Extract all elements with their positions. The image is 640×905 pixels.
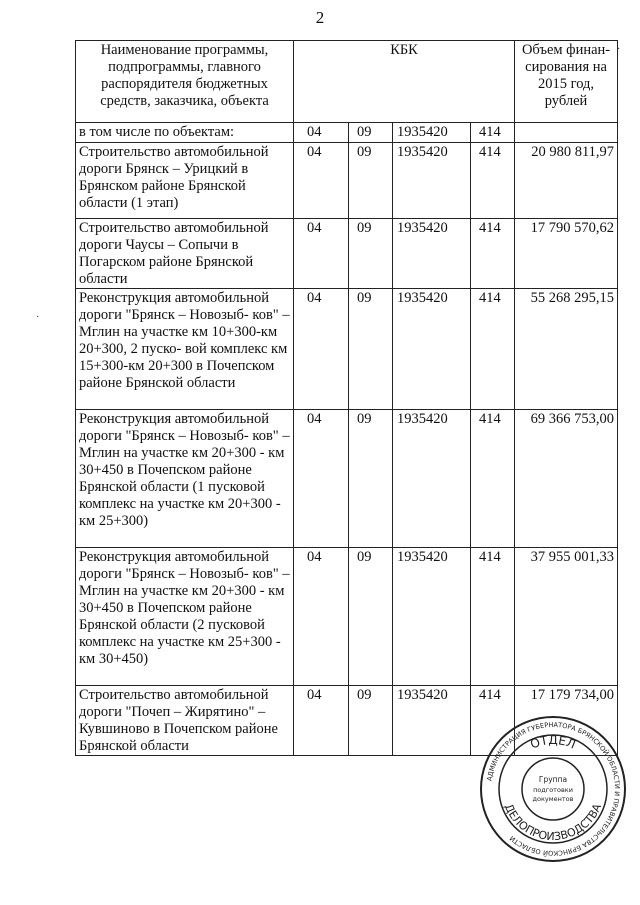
kbk-subsection: 09 [349,548,393,686]
objects-row-name: в том числе по объектам: [76,123,294,143]
office-stamp [478,714,628,864]
kbk-subsection: 09 [349,143,393,219]
stamp-top-text: ОТДЕЛ [528,732,578,752]
table-header-row [76,41,618,123]
kbk-expense-type: 414 [471,410,515,548]
table-row [76,143,618,219]
row-name: Строительство автомобильной дороги Чаусы – Сопычи в Погарском районе Брянской области [76,219,294,289]
row-amount: 17 790 570,62 [515,219,618,289]
kbk-subsection: 09 [349,219,393,289]
margin-mark: · [36,312,40,323]
kbk-subsection: 09 [349,123,393,143]
kbk-target: 1935420 [393,123,471,143]
row-name: Строительство автомобильной дороги "Почеп – Жирятино" – Кувшиново в Почепском районе Брянской области [76,686,294,756]
row-name: Реконструкция автомобильной дороги "Брянск – Новозыб- ков" – Мглин на участке км 20+300 - км 30+450 в Почепском районе Брянской области (2 пусковой комплекс на участке км 25+300 - км 30+450) [76,548,294,686]
kbk-target: 1935420 [393,548,471,686]
table-row [76,219,618,289]
stamp-center-line: Группа [538,775,568,784]
kbk-expense-type: 414 [471,143,515,219]
stamp-center-line: подготовки [533,786,573,794]
kbk-section: 04 [294,548,349,686]
row-amount: 55 268 295,15 [515,289,618,410]
kbk-section: 04 [294,686,349,756]
row-name: Реконструкция автомобильной дороги "Брянск – Новозыб- ков" – Мглин на участке км 20+300 - км 30+450 в Почепском районе Брянской области (1 пусковой комплекс на участке км 20+300 - км 25+300) [76,410,294,548]
kbk-target: 1935420 [393,219,471,289]
row-amount: 37 955 001,33 [515,548,618,686]
kbk-section: 04 [294,219,349,289]
kbk-expense-type: 414 [471,123,515,143]
kbk-target: 1935420 [393,143,471,219]
header-kbk: КБК [294,41,515,123]
objects-row-amount [515,123,618,143]
page-number: 2 [315,8,325,27]
stamp-center-line: документов [532,795,574,803]
row-amount: 20 980 811,97 [515,143,618,219]
kbk-subsection: 09 [349,686,393,756]
stamp-bottom-text: ДЕЛОПРОИЗВОДСТВА [501,801,605,844]
objects-row [76,123,618,143]
kbk-target: 1935420 [393,289,471,410]
row-name: Строительство автомобильной дороги Брянск – Урицкий в Брянском районе Брянской области (1 этап) [76,143,294,219]
kbk-expense-type: 414 [471,289,515,410]
header-amount: Объем финан- сирования на 2015 год, рублей [515,41,618,123]
kbk-expense-type: 414 [471,219,515,289]
kbk-expense-type: 414 [471,548,515,686]
table-row [76,548,618,686]
kbk-section: 04 [294,410,349,548]
table-row [76,289,618,410]
kbk-subsection: 09 [349,410,393,548]
margin-mark: · [617,44,621,55]
kbk-subsection: 09 [349,289,393,410]
kbk-section: 04 [294,143,349,219]
kbk-expense-type: 414 [471,686,515,756]
row-name: Реконструкция автомобильной дороги "Брянск – Новозыб- ков" – Мглин на участке км 10+300-км 20+300, 2 пуско- вой комплекс км 15+300-км 20+300 в Почепском районе Брянской области [76,289,294,410]
kbk-target: 1935420 [393,410,471,548]
table-row [76,410,618,548]
row-amount: 17 179 734,00 [515,686,618,756]
row-amount: 69 366 753,00 [515,410,618,548]
budget-table [75,40,621,756]
kbk-section: 04 [294,289,349,410]
kbk-section: 04 [294,123,349,143]
header-name: Наименование программы, подпрограммы, главного распорядителя бюджетных средств, заказчика, объекта [76,41,294,123]
kbk-target: 1935420 [393,686,471,756]
stamp-outer-text: АДМИНИСТРАЦИЯ ГУБЕРНАТОРА БРЯНСКОЙ ОБЛАСТИ И ПРАВИТЕЛЬСТВА БРЯНСКОЙ ОБЛАСТИ [485,720,622,858]
